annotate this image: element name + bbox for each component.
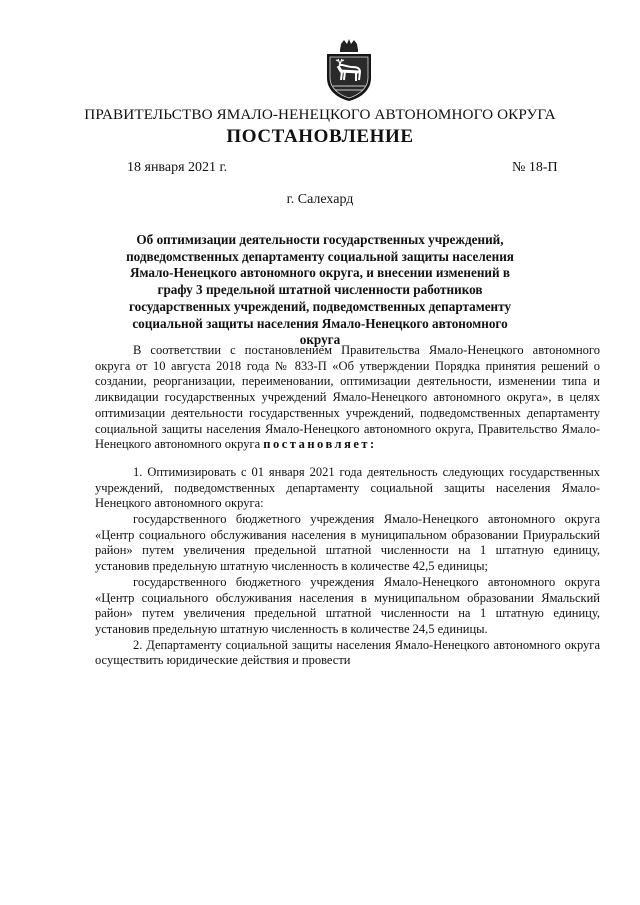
item-2: 2. Департаменту социальной защиты населения Ямало-Ненецкого автономного округа осуществить юридические действия и провести (95, 637, 600, 668)
document-type: ПОСТАНОВЛЕНИЕ (226, 126, 414, 147)
document-subject: Об оптимизации деятельности государственных учреждений, подведомственных департаменту социальной защиты населения Ямало-Ненецкого автономного округа, и внесении изменений в графу 3 предельной штатной численности работников государственных учреждений, подведомственных департаменту социальной защиты населения Ямало-Ненецкого автономного округа (126, 232, 514, 348)
intro-paragraph (95, 343, 600, 453)
government-name: ПРАВИТЕЛЬСТВО ЯМАЛО-НЕНЕЦКОГО АВТОНОМНОГО ОКРУГА (84, 106, 556, 123)
item-1a: государственного бюджетного учреждения Ямало-Ненецкого автономного округа «Центр социального обслуживания населения в муниципальном образовании Приуральский район» путем увеличения предельной штатной численности на 1 штатную единицу, установив предельную штатную численность в количестве 42,5 единицы; (95, 512, 600, 574)
item-1b: государственного бюджетного учреждения Ямало-Ненецкого автономного округа «Центр социального обслуживания населения в муниципальном образовании Ямальский район» путем увеличения предельной штатной численности на 1 штатную единицу, установив предельную штатную численность в количестве 24,5 единицы. (95, 574, 600, 636)
decree-colon: : (370, 437, 375, 452)
document-city: г. Салехард (286, 192, 354, 207)
document-date: 18 января 2021 г. (127, 160, 228, 175)
document-body (95, 343, 600, 669)
intro-text: В соответствии с постановлением Правительства Ямало-Ненецкого автономного округа от 10 августа 2018 года № 833-П «Об утверждении Порядка принятия решений о создании, реорганизации, переименовании, оптимизации деятельности, изменении типа и ликвидации государственных учреждений Ямало-Ненецкого автономного округа», в целях оптимизации деятельности государственных учреждений, подведомственных департаменту социальной защиты населения Ямало-Ненецкого автономного округа, Правительство Ямало-Ненецкого автономного округа (95, 343, 600, 452)
decree-word: постановляет (263, 437, 371, 452)
item-1: 1. Оптимизировать с 01 января 2021 года деятельность следующих государственных учреждений, подведомственных департаменту социальной защиты населения Ямало-Ненецкого автономного округа: (95, 464, 600, 511)
yamal-coat-of-arms-icon (325, 38, 373, 102)
document-number: № 18-П (512, 160, 558, 175)
